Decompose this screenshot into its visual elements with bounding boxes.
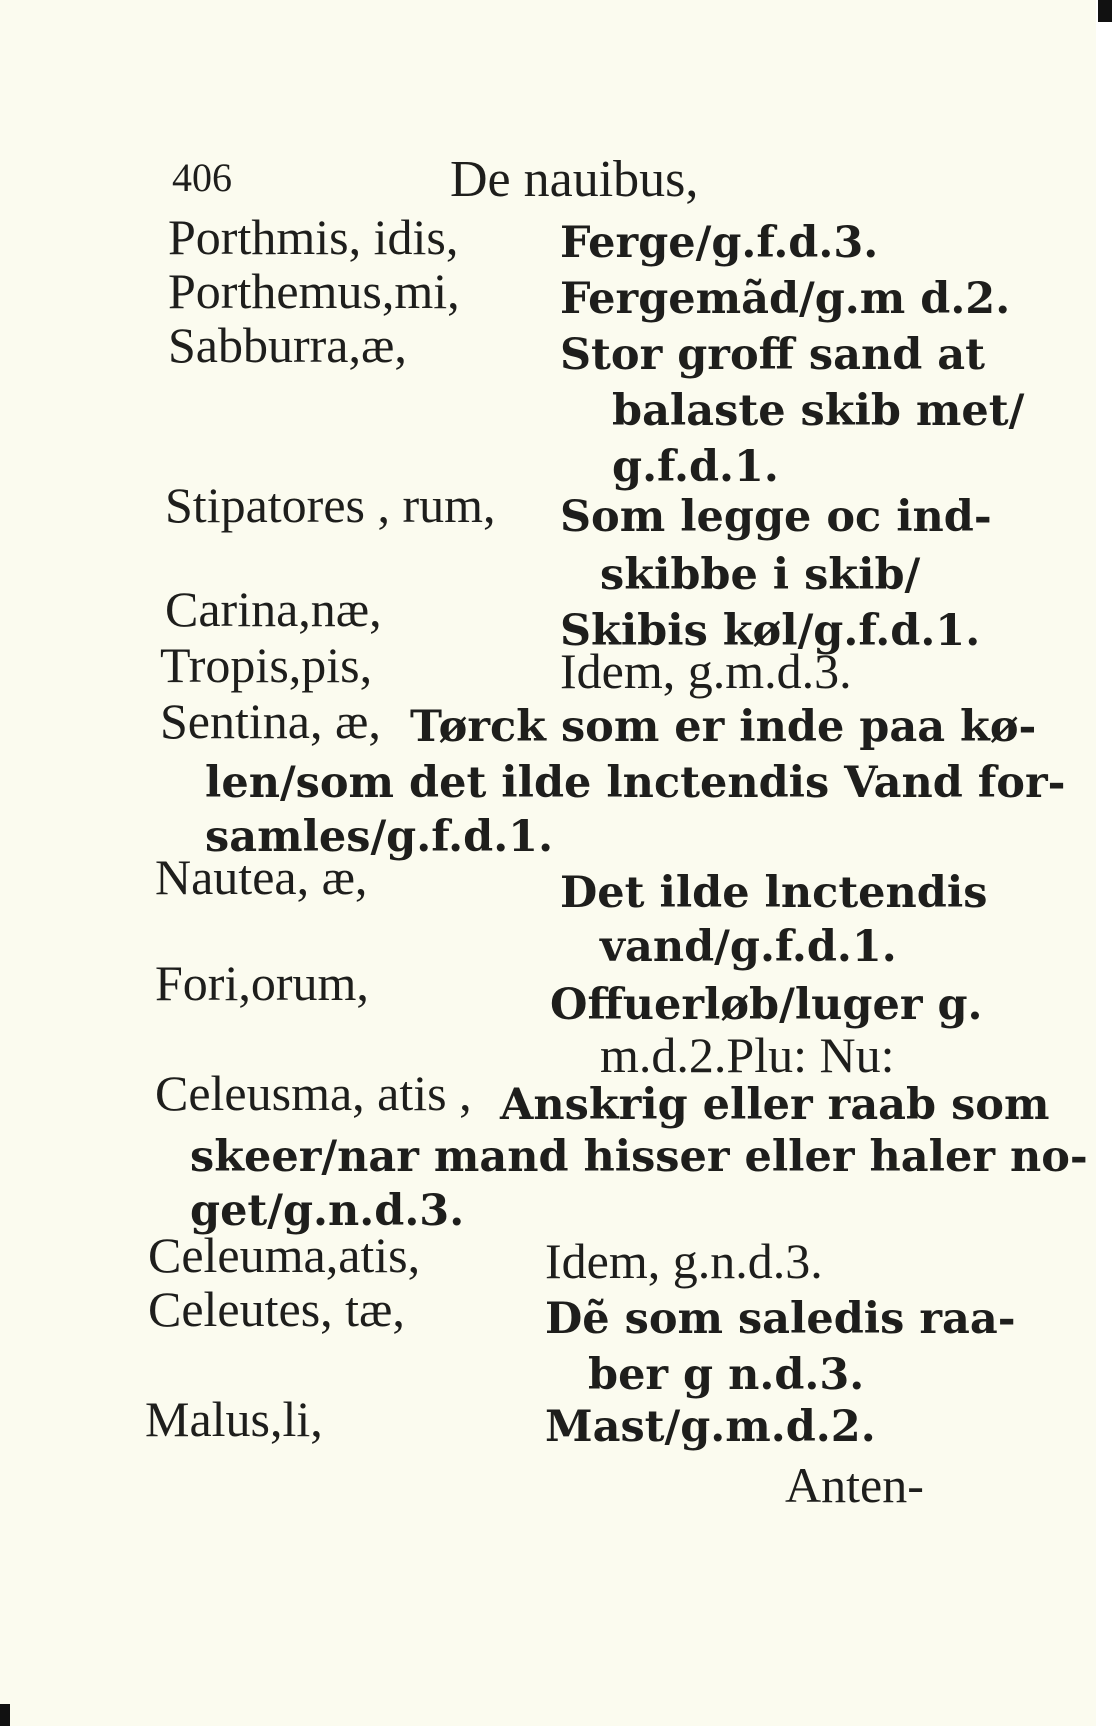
latin-headword: Porthemus,mi, bbox=[168, 263, 460, 319]
running-title: De nauibus, bbox=[450, 151, 699, 208]
danish-gloss-continuation: m.d.2.Plu: Nu: bbox=[600, 1027, 895, 1083]
danish-gloss: Mast/g.m.d.2. bbox=[545, 1402, 876, 1452]
latin-headword: Sabburra,æ, bbox=[168, 317, 407, 373]
danish-gloss-continuation: balaste skib met/ bbox=[612, 386, 1025, 436]
latin-headword: Porthmis, idis, bbox=[168, 209, 459, 265]
danish-gloss-continuation: len/som det ilde lnctendis Vand for- bbox=[205, 758, 1066, 808]
latin-headword: Celeusma, atis , bbox=[155, 1065, 472, 1121]
danish-gloss: Ferge/g.f.d.3. bbox=[560, 218, 879, 268]
danish-gloss: Anskrig eller raab som bbox=[500, 1080, 1050, 1130]
danish-gloss-continuation: g.f.d.1. bbox=[612, 442, 779, 492]
danish-gloss-continuation: ber g n.d.3. bbox=[588, 1350, 865, 1400]
latin-headword: Nautea, æ, bbox=[155, 849, 368, 905]
scan-edge-mark bbox=[0, 1704, 10, 1726]
danish-gloss: Dẽ som saledis raa- bbox=[545, 1294, 1016, 1344]
danish-gloss: Offuerløb/luger g. bbox=[550, 980, 983, 1030]
latin-headword: Carina,næ, bbox=[165, 581, 382, 637]
catchword: Anten- bbox=[785, 1457, 924, 1513]
latin-headword: Stipatores , rum, bbox=[165, 477, 496, 533]
danish-gloss: Idem, g.m.d.3. bbox=[560, 643, 852, 699]
scan-edge-mark bbox=[1098, 0, 1112, 22]
danish-gloss: Fergemãd/g.m d.2. bbox=[560, 274, 1011, 324]
page-number: 406 bbox=[172, 155, 232, 200]
danish-gloss-continuation: samles/g.f.d.1. bbox=[205, 812, 554, 862]
danish-gloss: Stor groff sand at bbox=[560, 330, 985, 380]
danish-gloss: Tørck som er inde paa kø- bbox=[410, 702, 1037, 752]
latin-headword: Tropis,pis, bbox=[160, 637, 373, 693]
danish-gloss-continuation: vand/g.f.d.1. bbox=[600, 922, 897, 972]
latin-headword: Malus,li, bbox=[145, 1391, 323, 1447]
danish-gloss-continuation: skibbe i skib/ bbox=[600, 550, 921, 600]
latin-headword: Fori,orum, bbox=[155, 955, 369, 1011]
latin-headword: Celeuma,atis, bbox=[148, 1227, 421, 1283]
danish-gloss: Idem, g.n.d.3. bbox=[545, 1233, 823, 1289]
danish-gloss: Som legge oc ind- bbox=[560, 492, 992, 542]
danish-gloss: Det ilde lnctendis bbox=[560, 868, 988, 918]
danish-gloss-continuation: get/g.n.d.3. bbox=[190, 1186, 465, 1236]
danish-gloss-continuation: skeer/nar mand hisser eller haler no- bbox=[190, 1132, 1088, 1182]
latin-headword: Celeutes, tæ, bbox=[148, 1281, 405, 1337]
latin-headword: Sentina, æ, bbox=[160, 693, 381, 749]
danish-gloss: Skibis køl/g.f.d.1. bbox=[560, 606, 981, 656]
